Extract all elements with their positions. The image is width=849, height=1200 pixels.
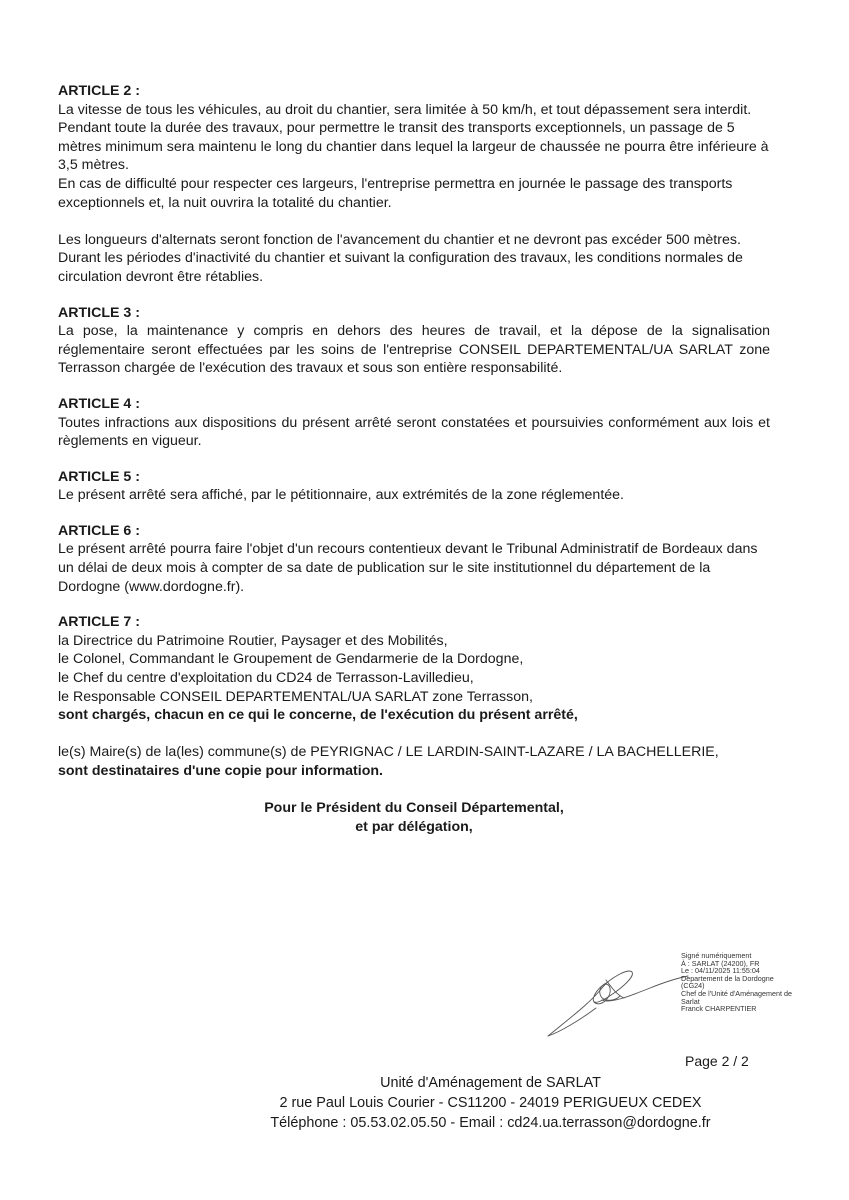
digital-signature-stamp [681, 952, 801, 1013]
closing-line-1: Pour le Président du Conseil Départemental, [264, 800, 564, 817]
article-4 [58, 395, 770, 451]
article-5-title: ARTICLE 5 : [58, 468, 140, 485]
article-3 [58, 304, 770, 378]
stamp-line-1: Signé numériquement [681, 951, 752, 960]
stamp-line-5: (CG24) [681, 981, 705, 991]
article-5 [58, 468, 770, 505]
document-body [58, 82, 770, 836]
footer [0, 1073, 849, 1133]
stamp-line-6: Chef de l'Unité d'Aménagement de [681, 988, 793, 998]
article-7-line-1: la Directrice du Patrimoine Routier, Paysager et des Mobilités, [58, 632, 448, 649]
article-7 [58, 613, 770, 780]
article-2-para-4: Les longueurs d'alternats seront fonction de l'avancement du chantier et ne devront pas excéder 500 mètres. [58, 231, 741, 248]
article-3-para-1: La pose, la maintenance y compris en dehors des heures de travail, et la dépose de la signalisation réglementaire seront effectuées par les soins de l'entreprise CONSEIL DEPARTEMENTAL/UA SARLAT zone Terrasson chargée de l'exécution des travaux et sous son entière responsabilité. [58, 323, 770, 377]
signature-icon [540, 958, 690, 1043]
article-2-title: ARTICLE 2 : [58, 83, 140, 99]
stamp-line-4: Departement de la Dordogne [681, 973, 774, 983]
article-5-para-1: Le présent arrêté sera affiché, par le pétitionnaire, aux extrémités de la zone réglementée. [58, 487, 624, 504]
page-number: Page 2 / 2 [685, 1053, 749, 1069]
closing-block [58, 799, 770, 836]
footer-line-1: Unité d'Aménagement de SARLAT [380, 1075, 601, 1091]
article-4-title: ARTICLE 4 : [58, 395, 140, 412]
article-2-para-5: Durant les périodes d'inactivité du chantier et suivant la configuration des travaux, les conditions normales de circulation devront être rétablies. [58, 250, 743, 285]
article-7-line-2: le Colonel, Commandant le Groupement de Gendarmerie de la Dordogne, [58, 651, 524, 668]
article-2-para-2: Pendant toute la durée des travaux, pour permettre le transit des transports exceptionnels, un passage de 5 mètres minimum sera maintenu le long du chantier dans lequel la largeur de chaussée ne pourra être inférieure à 3,5 mètres. [58, 120, 769, 174]
article-6-title: ARTICLE 6 : [58, 522, 140, 539]
article-2-para-3: En cas de difficulté pour respecter ces largeurs, l'entreprise permettra en journée le passage des transports exceptionnels et, la nuit ouvrira la totalité du chantier. [58, 175, 733, 211]
article-7-mayors-bold: sont destinataires d'une copie pour information. [58, 763, 383, 779]
article-6 [58, 522, 770, 596]
stamp-line-8: Franck CHARPENTIER [681, 1004, 757, 1014]
stamp-line-3: Le : 04/11/2025 11:55:04 [681, 966, 760, 976]
footer-line-2: 2 rue Paul Louis Courier - CS11200 - 24019 PERIGUEUX CEDEX [279, 1095, 702, 1111]
article-3-title: ARTICLE 3 : [58, 304, 140, 321]
article-7-title: ARTICLE 7 : [58, 614, 140, 631]
article-2 [58, 82, 770, 287]
article-7-mayors-line: le(s) Maire(s) de la(les) commune(s) de PEYRIGNAC / LE LARDIN-SAINT-LAZARE / LA BACHELLERIE, [58, 744, 719, 761]
footer-line-3: Téléphone : 05.53.02.05.50 - Email : cd24.ua.terrasson@dordogne.fr [270, 1115, 711, 1131]
closing-line-2: et par délégation, [355, 818, 473, 835]
article-2-para-1: La vitesse de tous les véhicules, au droit du chantier, sera limitée à 50 km/h, et tout dépassement sera interdit. [58, 101, 752, 118]
article-4-para-1: Toutes infractions aux dispositions du présent arrêté seront constatées et poursuivies conformément aux lois et règlements en vigueur. [58, 414, 770, 450]
article-7-line-3: le Chef du centre d'exploitation du CD24 de Terrasson-Lavilledieu, [58, 670, 474, 687]
article-7-bold-line: sont chargés, chacun en ce qui le concerne, de l'exécution du présent arrêté, [58, 707, 578, 724]
article-7-line-4: le Responsable CONSEIL DEPARTEMENTAL/UA SARLAT zone Terrasson, [58, 688, 533, 705]
article-6-para-1: Le présent arrêté pourra faire l'objet d'un recours contentieux devant le Tribunal Administratif de Bordeaux dans un délai de deux mois à compter de sa date de publication sur le site institutionnel du département de la Dordogne (www.dordogne.fr). [58, 541, 758, 595]
stamp-line-7: Sarlat [681, 996, 700, 1006]
stamp-line-2: À : SARLAT (24200), FR [681, 958, 760, 968]
